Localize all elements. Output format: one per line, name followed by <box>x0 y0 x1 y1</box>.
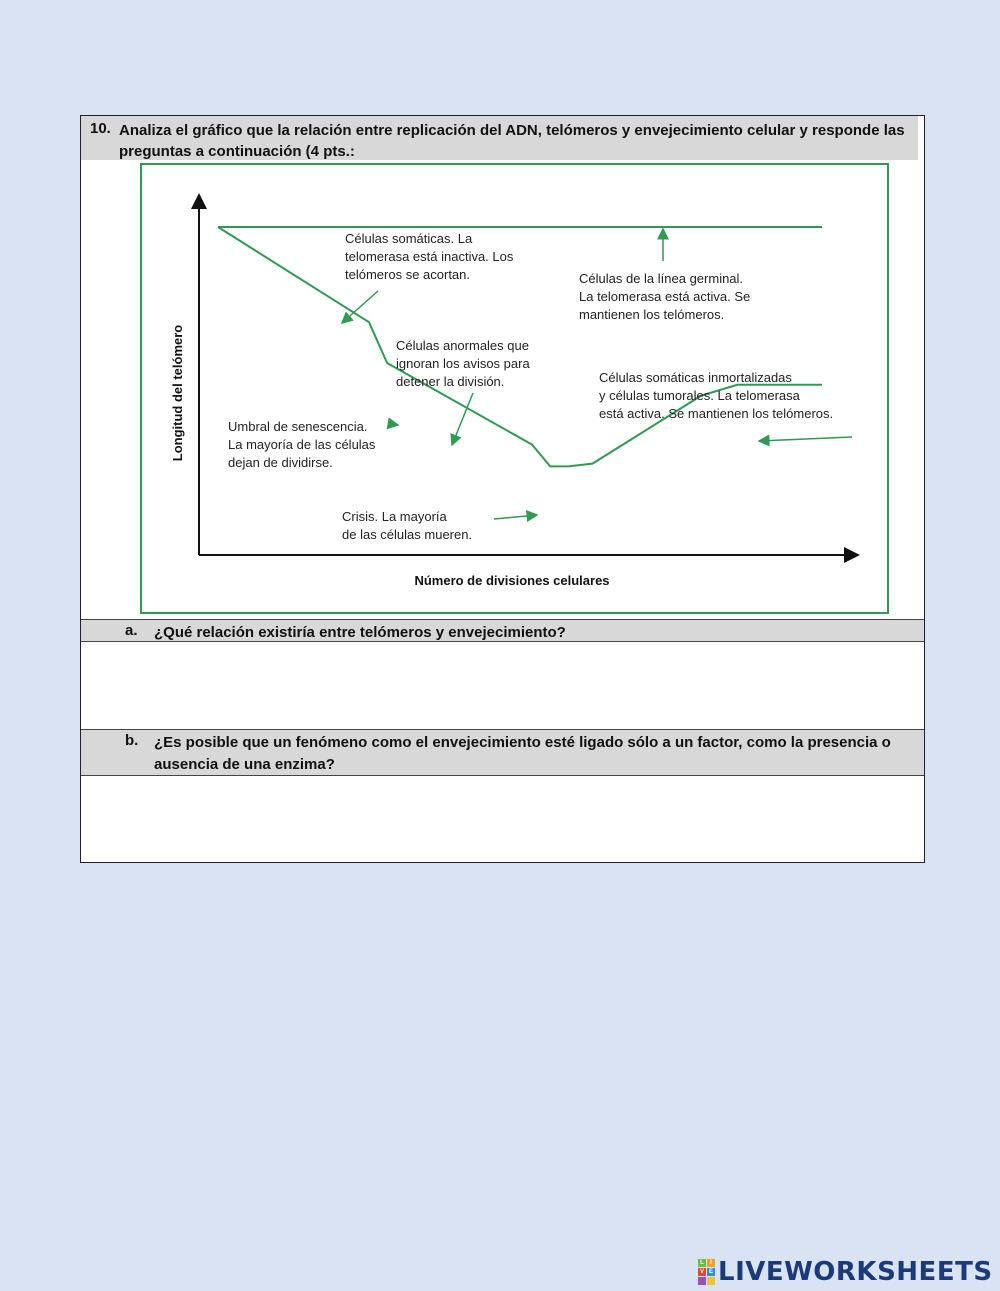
logo-text: LIVEWORKSHEETS <box>718 1257 993 1287</box>
question-number: 10. <box>90 120 111 137</box>
annotation-1-line-2: telomerasa está inactiva. Los <box>345 249 514 264</box>
annotation-3-line-1: Células anormales que <box>396 338 529 353</box>
subquestion-b-row <box>81 729 924 776</box>
subquestion-a-letter: a. <box>125 622 138 639</box>
question-text: Analiza el gráfico que la relación entre replicación del ADN, telómeros y envejecimiento celular y responde las preguntas a continuación (4 pts.: <box>119 122 905 160</box>
annotation-3 <box>396 338 530 389</box>
y-axis-label: Longitud del telómero <box>170 324 185 462</box>
worksheet-question-card <box>80 115 925 863</box>
liveworksheets-logo <box>698 1257 993 1287</box>
subquestion-a-row <box>81 619 924 642</box>
annotation-4 <box>599 370 833 421</box>
annotation-6 <box>342 509 472 542</box>
annotation-4-line-1: Células somáticas inmortalizadas <box>599 370 792 385</box>
answer-a-field[interactable] <box>81 642 924 729</box>
subquestion-a-text: ¿Qué relación existiría entre telómeros y envejecimiento? <box>154 624 566 641</box>
x-axis-label: Número de divisiones celulares <box>414 573 610 588</box>
annotation-5-line-3: dejan de dividirse. <box>228 455 333 470</box>
annotation-6-line-1: Crisis. La mayoría <box>342 509 447 524</box>
annotation-1 <box>345 231 514 282</box>
question-header <box>81 116 918 160</box>
annotation-4-line-2: y células tumorales. La telomerasa <box>599 388 800 403</box>
annotation-6-arrow <box>494 515 537 519</box>
telomere-chart <box>142 165 887 612</box>
annotation-4-arrow <box>759 437 852 441</box>
annotation-5-line-1: Umbral de senescencia. <box>228 419 368 434</box>
annotation-1-arrow <box>342 291 378 323</box>
annotation-2-line-2: La telomerasa está activa. Se <box>579 289 751 304</box>
annotation-3-line-2: ignoran los avisos para <box>396 356 530 371</box>
annotation-1-line-3: telómeros se acortan. <box>345 267 471 282</box>
subquestion-b-letter: b. <box>125 732 139 749</box>
annotation-2-line-1: Células de la línea germinal. <box>579 271 744 286</box>
annotation-5 <box>228 419 376 470</box>
logo-badge: L I V E <box>698 1259 715 1285</box>
annotation-4-line-3: está activa. Se mantienen los telómeros. <box>599 406 834 421</box>
annotation-2-line-3: mantienen los telómeros. <box>579 307 725 322</box>
annotation-6-line-2: de las células mueren. <box>342 527 473 542</box>
annotation-2 <box>579 271 750 322</box>
annotation-5-line-2: La mayoría de las células <box>228 437 376 452</box>
answer-b-field[interactable] <box>81 776 924 862</box>
subquestion-b-text: ¿Es posible que un fenómeno como el envejecimiento esté ligado sólo a un factor, como la presencia o ausencia de una enzima? <box>154 734 891 773</box>
telomere-chart-figure <box>140 163 889 614</box>
annotation-3-line-3: detener la división. <box>396 374 505 389</box>
annotation-1-line-1: Células somáticas. La <box>345 231 473 246</box>
annotation-5-arrow <box>392 424 398 425</box>
